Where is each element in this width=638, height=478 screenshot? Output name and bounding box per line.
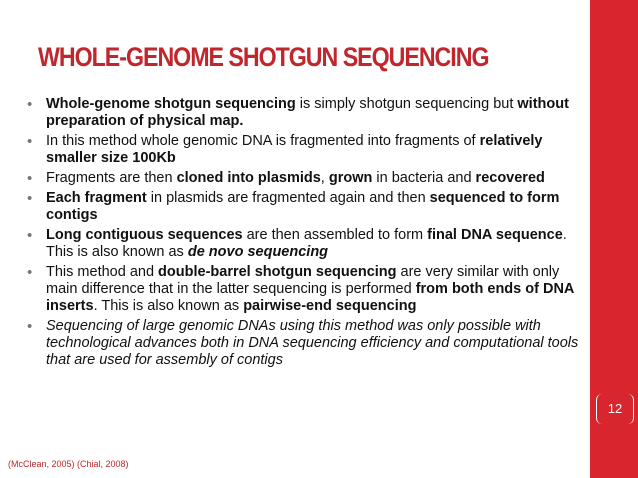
bullet-item [27, 96, 585, 130]
bullet-text: Each fragment [46, 190, 147, 206]
bullet-item [27, 318, 585, 369]
bullet-text: from both ends of DNA inserts [46, 281, 574, 314]
bullet-text: double-barrel shotgun sequencing [158, 264, 397, 280]
bullet-text: cloned into plasmids [176, 170, 321, 186]
bullet-text: without preparation of physical map. [46, 96, 569, 129]
bullet-text: Sequencing of large genomic DNAs using this method was only possible with technological advances both in DNA sequencing efficiency and computational tools that are used for assembly of contigs [46, 318, 579, 368]
bullet-list [27, 96, 585, 372]
bullet-item [27, 133, 585, 167]
bullet-text: In this method whole genomic DNA is fragmented into fragments of [46, 133, 480, 149]
bullet-item [27, 170, 585, 187]
bullet-text: . This is also known as [93, 298, 244, 314]
bullet-item [27, 190, 585, 224]
bullet-text: is simply shotgun sequencing but [295, 96, 518, 112]
page-number: 12 [596, 394, 634, 424]
bullet-text: , [320, 170, 329, 186]
bullet-text: Long contiguous sequences [46, 227, 243, 243]
bullet-text: relatively smaller size 100Kb [46, 133, 543, 166]
bullet-text: This method and [46, 264, 159, 280]
bullet-text: pairwise-end sequencing [243, 298, 417, 314]
bullet-text: in bacteria and [372, 170, 476, 186]
bullet-text: are very similar with only main difference that in the latter sequencing is performed [46, 264, 560, 297]
bullet-item [27, 227, 585, 261]
slide-title: WHOLE-GENOME SHOTGUN SEQUENCING [38, 42, 489, 72]
bullet-text: recovered [475, 170, 545, 186]
bullet-text: in plasmids are fragmented again and then [146, 190, 430, 206]
bullet-text: de novo sequencing [187, 244, 329, 260]
bullet-item [27, 264, 585, 315]
bullet-text: Fragments are then [46, 170, 177, 186]
references: (McClean, 2005) (Chial, 2008) [8, 459, 129, 469]
bullet-text: final DNA sequence [427, 227, 563, 243]
bullet-text: grown [328, 170, 373, 186]
bullet-text: sequenced to form contigs [46, 190, 560, 223]
bullet-text: . This is also known as [46, 227, 567, 260]
bullet-text: Whole-genome shotgun sequencing [46, 96, 296, 112]
bullet-text: are then assembled to form [242, 227, 428, 243]
